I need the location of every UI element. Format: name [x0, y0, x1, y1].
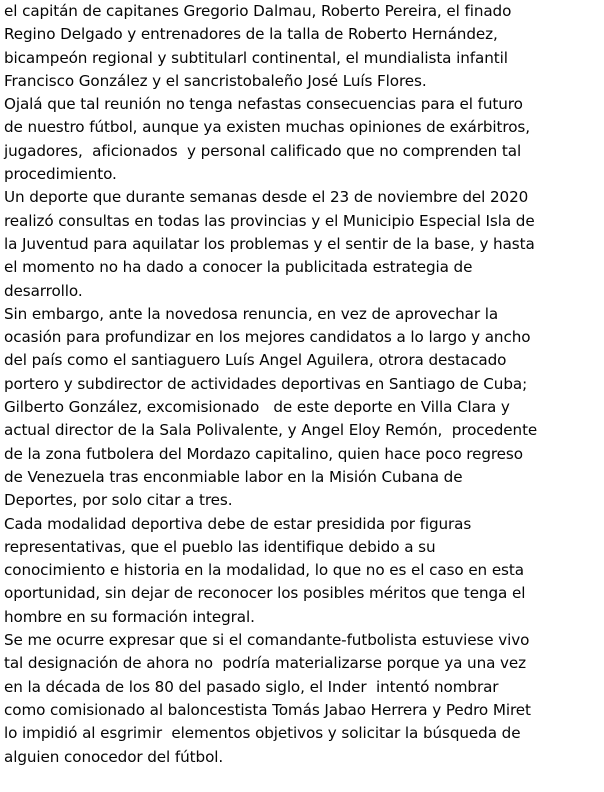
post-text-line: procedimiento.	[4, 165, 117, 184]
post-body-text	[4, 0, 602, 769]
post-text-line: alguien conocedor del fútbol.	[4, 747, 224, 766]
post-text-line: de Venezuela tras enconmiable labor en la Misión Cubana de	[4, 467, 463, 486]
post-text-line: la Juventud para aquilatar los problemas y el sentir de la base, y hasta	[4, 234, 535, 253]
post-text-line: actual director de la Sala Polivalente, y Angel Eloy Remón, procedente	[4, 421, 538, 440]
post-text-line: lo impidió al esgrimir elementos objetivos y solicitar la búsqueda de	[4, 724, 521, 743]
post-text-line: hombre en su formación integral.	[4, 607, 255, 626]
post-text-line: Regino Delgado y entrenadores de la talla de Roberto Hernández,	[4, 25, 498, 44]
post-text-line: portero y subdirector de actividades deportivas en Santiago de Cuba;	[4, 374, 528, 393]
post-text-line: el momento no ha dado a conocer la publicitada estrategia de	[4, 258, 473, 277]
post-text-line: tal designación de ahora no podría materializarse porque ya una vez	[4, 654, 527, 673]
post-text-line: Cada modalidad deportiva debe de estar presidida por figuras	[4, 514, 472, 533]
post-text-line: realizó consultas en todas las provincias y el Municipio Especial Isla de	[4, 211, 535, 230]
post-text-line: Gilberto González, excomisionado de este deporte en Villa Clara y	[4, 398, 510, 417]
post-text-line: de la zona futbolera del Mordazo capitalino, quien hace poco regreso	[4, 444, 523, 463]
post-text-line: en la década de los 80 del pasado siglo, el Inder intentó nombrar	[4, 677, 499, 696]
post-text-line: jugadores, aficionados y personal calificado que no comprenden tal	[4, 141, 522, 160]
post-text-line: Francisco González y el sancristobaleño José Luís Flores.	[4, 71, 427, 90]
post-text-line: Deportes, por solo citar a tres.	[4, 491, 233, 510]
post-text-line: conocimiento e historia en la modalidad, lo que no es el caso en esta	[4, 561, 524, 580]
post-text-line: Se me ocurre expresar que si el comandante-futbolista estuviese vivo	[4, 631, 530, 650]
post-text-line: desarrollo.	[4, 281, 83, 300]
post-text-line: el capitán de capitanes Gregorio Dalmau, Roberto Pereira, el finado	[4, 2, 512, 20]
post-text-line: Ojalá que tal reunión no tenga nefastas consecuencias para el futuro	[4, 95, 523, 114]
post-text-line: Sin embargo, ante la novedosa renuncia, en vez de aprovechar la	[4, 304, 499, 323]
post-text-line: del país como el santiaguero Luís Angel Aguilera, otrora destacado	[4, 351, 507, 370]
post-text-line: como comisionado al baloncestista Tomás Jabao Herrera y Pedro Miret	[4, 700, 531, 719]
post-text-line: Un deporte que durante semanas desde el 23 de noviembre del 2020	[4, 188, 529, 207]
post-text-line: representativas, que el pueblo las identifique debido a su	[4, 537, 436, 556]
post-text-line: bicampeón regional y subtitularl continental, el mundialista infantil	[4, 48, 508, 67]
post-text-line: oportunidad, sin dejar de reconocer los posibles méritos que tenga el	[4, 584, 526, 603]
post-text-line: ocasión para profundizar en los mejores candidatos a lo largo y ancho	[4, 328, 531, 347]
post-text-line: de nuestro fútbol, aunque ya existen muchas opiniones de exárbitros,	[4, 118, 530, 137]
